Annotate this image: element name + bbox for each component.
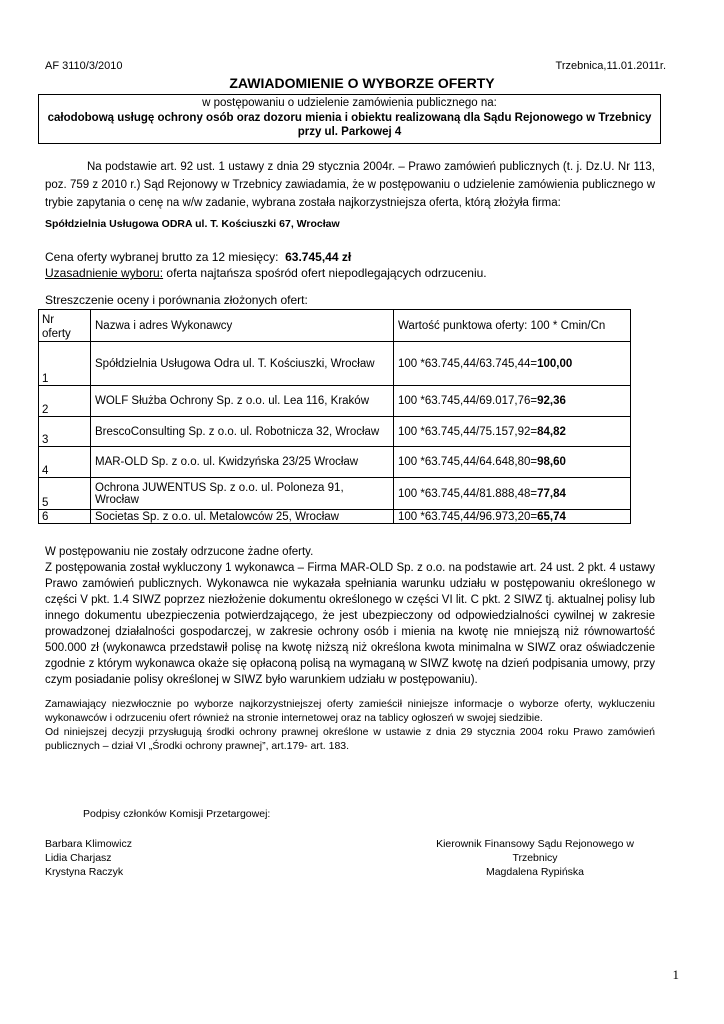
row-score bbox=[394, 417, 631, 447]
score-value: 77,84 bbox=[537, 487, 566, 500]
winning-firm: Spółdzielnia Usługowa ODRA ul. T. Kościuszki 67, Wrocław bbox=[45, 218, 340, 230]
row-name: MAR-OLD Sp. z o.o. ul. Kwidzyńska 23/25 Wrocław bbox=[91, 447, 394, 478]
manager-title: Kierownik Finansowy Sądu Rejonowego w Trzebnicy bbox=[436, 838, 634, 864]
row-nr: 5 bbox=[39, 478, 91, 510]
justification-text: oferta najtańsza spośród ofert niepodlegających odrzuceniu. bbox=[163, 266, 487, 280]
subject-box bbox=[38, 94, 661, 144]
score-value: 100,00 bbox=[537, 357, 573, 370]
legal-notice bbox=[45, 697, 655, 753]
table-row bbox=[39, 478, 631, 510]
intro-paragraph bbox=[45, 158, 655, 212]
row-nr: 3 bbox=[39, 417, 91, 447]
row-name: BrescoConsulting Sp. z o.o. ul. Robotnicza 32, Wrocław bbox=[91, 417, 394, 447]
no-rejection-text: W postępowaniu nie zostały odrzucone żadne oferty. bbox=[45, 546, 314, 558]
row-nr: 1 bbox=[39, 342, 91, 386]
score-value: 65,74 bbox=[537, 510, 566, 523]
row-score bbox=[394, 447, 631, 478]
score-value: 92,36 bbox=[537, 395, 566, 407]
price-label: Cena oferty wybranej brutto za 12 miesięcy: bbox=[45, 250, 279, 264]
subject-line-3: przy ul. Parkowej 4 bbox=[297, 126, 402, 138]
exclusion-info bbox=[45, 544, 655, 688]
member-name: Lidia Charjasz bbox=[45, 852, 112, 864]
table-row bbox=[39, 447, 631, 478]
row-name: Spółdzielnia Usługowa Odra ul. T. Kościuszki, Wrocław bbox=[91, 342, 394, 386]
justification-label: Uzasadnienie wyboru: bbox=[45, 266, 164, 280]
price-line bbox=[45, 249, 487, 265]
row-score bbox=[394, 386, 631, 417]
score-formula: 100 *63.745,44/64.648,80= bbox=[398, 456, 538, 468]
offers-table bbox=[38, 309, 631, 524]
table-row bbox=[39, 510, 631, 524]
price-value: 63.745,44 zł bbox=[285, 250, 352, 264]
document-title: ZAWIADOMIENIE O WYBORZE OFERTY bbox=[229, 75, 495, 91]
table-header-row bbox=[39, 310, 631, 342]
score-formula: 100 *63.745,44/96.973,20= bbox=[398, 510, 538, 523]
row-score bbox=[394, 342, 631, 386]
score-formula: 100 *63.745,44/81.888,48= bbox=[398, 487, 538, 500]
row-score bbox=[394, 510, 631, 524]
appeal-note: Od niniejszej decyzji przysługują środki ochrony prawnej określone w ustawie z dnia 29 stycznia 2004 roku Prawo zamówień publicznych – dział VI „Środki ochrony prawnej”, art.179- art. 183. bbox=[45, 726, 655, 752]
row-score bbox=[394, 478, 631, 510]
row-nr: 6 bbox=[39, 510, 91, 524]
manager-name: Magdalena Rypińska bbox=[485, 866, 585, 878]
summary-label: Streszczenie oceny i porównania złożonych ofert: bbox=[45, 293, 308, 307]
score-formula: 100 *63.745,44/75.157,92= bbox=[398, 425, 538, 438]
intro-text: Na podstawie art. 92 ust. 1 ustawy z dnia 29 stycznia 2004r. – Prawo zamówień publicznych (t. j. Dz.U. Nr 113, poz. 759 z 2010 r.) Sąd Rejonowy w Trzebnicy zawiadamia, że w postępowaniu o udzielenie zamówienia publicznego w trybie zapytania o cenę na w/w zadanie, wybrana została najkorzystniejsza oferta, którą złożyła firma: bbox=[45, 161, 655, 209]
row-name: Societas Sp. z o.o. ul. Metalowców 25, Wrocław bbox=[91, 510, 394, 524]
document-reference: AF 3110/3/2010 bbox=[45, 60, 123, 72]
row-nr: 2 bbox=[39, 386, 91, 417]
signatures-heading: Podpisy członków Komisji Przetargowej: bbox=[83, 808, 271, 820]
place-and-date: Trzebnica,11.01.2011r. bbox=[555, 60, 666, 72]
table-row bbox=[39, 417, 631, 447]
row-name: WOLF Służba Ochrony Sp. z o.o. ul. Lea 116, Kraków bbox=[91, 386, 394, 417]
exclusion-text: Z postępowania został wykluczony 1 wykonawca – Firma MAR-OLD Sp. z o.o. na podstawie art. 24 ust. 2 pkt. 4 ustawy Prawo zamówień publicznych. Wykonawca nie wykazała spełniania warunku udziału w postępowaniu określonego w części V pkt. 1.4 SIWZ poprzez niezłożenie dokumentu określonego w części VI lit. C pkt. 2 SIWZ tj. aktualnej polisy lub innego dokumentu ubezpieczenia potwierdzającego, że jest ubezpieczony od odpowiedzialności cywilnej w zakresie prowadzonej działalności gospodarczej, w zakresie ochrony osób i mienia na kwotę nie mniejszą niż równowartość 500.000 zł (wykonawca przedstawił polisę na kwotę niższą niż określona kwota minimalna w SIWZ oraz oświadczenie zgodnie z którym wykonawca okaże się opłaconą polisą na wymaganą w SIWZ kwotę na dzień podpisania umowy, przy czym posiadanie polisy określonej w SIWZ było warunkiem udziału w postępowaniu). bbox=[45, 562, 655, 686]
table-row bbox=[39, 386, 631, 417]
committee-members bbox=[45, 837, 132, 879]
publication-note: Zamawiający niezwłocznie po wyborze najkorzystniejszej oferty zamieścił niniejsze informacje o wyborze oferty, wykluczeniu wykonawców i odrzuceniu ofert również na stronie internetowej oraz na tablicy ogłoszeń w swojej siedzibie. bbox=[45, 698, 655, 724]
row-name: Ochrona JUWENTUS Sp. z o.o. ul. Poloneza 91, Wrocław bbox=[91, 478, 394, 510]
price-block bbox=[45, 249, 487, 281]
member-name: Krystyna Raczyk bbox=[45, 866, 124, 878]
page-number: 1 bbox=[672, 967, 679, 982]
table-row bbox=[39, 342, 631, 386]
score-formula: 100 *63.745,44/69.017,76= bbox=[398, 395, 538, 407]
subject-line-1: w postępowaniu o udzielenie zamówienia publicznego na: bbox=[202, 97, 497, 109]
header-nr: Nr oferty bbox=[39, 310, 91, 342]
score-value: 84,82 bbox=[537, 425, 566, 438]
member-name: Barbara Klimowicz bbox=[45, 838, 132, 850]
score-value: 98,60 bbox=[537, 456, 566, 468]
justification-line bbox=[45, 265, 487, 281]
header-name: Nazwa i adres Wykonawcy bbox=[91, 310, 394, 342]
score-formula: 100 *63.745,44/63.745,44= bbox=[398, 357, 538, 370]
header-score: Wartość punktowa oferty: 100 * Cmin/Cn bbox=[394, 310, 631, 342]
row-nr: 4 bbox=[39, 447, 91, 478]
subject-line-2: całodobową usługę ochrony osób oraz dozoru mienia i obiektu realizowaną dla Sądu Rejonowego w Trzebnicy bbox=[47, 111, 652, 124]
finance-manager bbox=[415, 837, 655, 879]
